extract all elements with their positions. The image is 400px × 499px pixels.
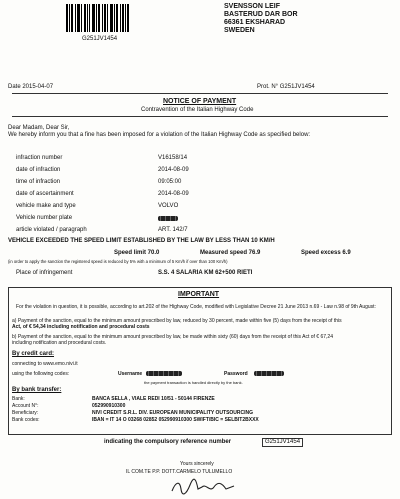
recipient-line-4: SWEDEN [224, 27, 255, 34]
beneficiary-value: NIVI CREDIT S.R.L. DIV. EUROPEAN MUNICIPALITY OUTSOURCING [92, 410, 254, 416]
redacted-username [146, 371, 182, 376]
field-label: date of ascertainment [16, 191, 74, 197]
account-label: Account N°: [12, 403, 39, 409]
barcode-code: G251JV1454 [82, 36, 118, 42]
measured-speed: Measured speed 76.9 [200, 250, 261, 256]
place-value: S.S. 4 SALARIA KM 62+500 RIETI [158, 270, 253, 276]
field-value: ART. 142/7 [158, 227, 188, 233]
redacted-plate [158, 216, 178, 221]
bank-codes-label: Bank codes: [12, 417, 40, 423]
field-label: infraction number [16, 155, 63, 161]
divider [12, 93, 388, 94]
recipient-line-3: 66361 EKSHARAD [224, 19, 286, 26]
username-label: Username [118, 371, 143, 377]
account-value: 052990910300 [92, 403, 126, 409]
field-value: V16158/14 [158, 155, 188, 161]
field-label: date of infraction [16, 167, 61, 173]
reference-label: indicating the compulsory reference number [104, 439, 232, 445]
notice-title: NOTICE OF PAYMENT [163, 98, 237, 105]
credit-connect: connecting to www.emo.nivi.it [12, 361, 78, 367]
notice-date: Date 2015-04-07 [8, 84, 54, 90]
password-label: Password [224, 371, 248, 377]
bank-transfer-title: By bank transfer: [12, 387, 62, 393]
bank-codes-value: IBAN = IT 14 O 03268 02852 052990910300 SWIFT/BIC = SELBIT2BXXX [92, 417, 259, 423]
credit-card-title: By credit card: [12, 351, 55, 357]
divider [12, 116, 388, 117]
option-b-line-2: including notification and procedural costs. [12, 340, 107, 346]
closing-yours: Yours sincerely [180, 461, 214, 467]
speed-excess: Speed excess 6.9 [301, 250, 351, 256]
field-value: VOLVO [158, 203, 179, 209]
credit-codes: using the following codes: [12, 371, 70, 377]
bank-value: BANCA SELLA , VIALE REDI 10/51 - 50144 FIRENZE [92, 396, 215, 402]
option-b-line-1: b) Payment of the sanction, equal to the minimum amount prescribed by law, be made within sixty (60) days from the receipt of this Act of € 67,24 [12, 334, 333, 340]
closing-signer: IL COM.TE P.P. DOTT.CARMELO TULUMELLO [126, 469, 233, 475]
field-value: 2014-08-09 [158, 191, 189, 197]
bank-label: Bank: [12, 396, 25, 402]
reference-number: G251JV1454 [262, 438, 303, 447]
important-title: IMPORTANT [178, 291, 220, 298]
field-value: 2014-08-09 [158, 167, 189, 173]
field-value: 09:05:00 [158, 179, 182, 185]
salutation: Dear Madam, Dear Sir, [8, 125, 70, 131]
barcode [66, 4, 134, 32]
option-a-line-2: Act, of € 54,34 including notification and procedural costs [12, 324, 150, 330]
speed-limit: Speed limit 70.0 [114, 250, 160, 256]
notice-subtitle: Contravention of the Italian Highway Code [141, 107, 254, 113]
field-label: Vehicle number plate [16, 215, 73, 221]
violation-headline: VEHICLE EXCEEDED THE SPEED LIMIT ESTABLISHED BY THE LAW BY LESS THAN 10 KM/H [8, 238, 275, 244]
transfer-note: the payment transaction is handled directly by the bank. [144, 380, 243, 385]
place-label: Place of infringement [16, 270, 73, 276]
field-label: time of infraction [16, 179, 61, 185]
signature [168, 477, 238, 497]
option-a-line-1: a) Payment of the sanction, equal to the minimum amount prescribed by law, reduced by 30 percent, made within five (5) days from the receipt of this [12, 318, 342, 324]
field-label: article violated / paragraph [16, 227, 87, 233]
protocol-number: Prot. N° G251JV1454 [257, 84, 315, 90]
beneficiary-label: Beneficiary: [12, 410, 39, 416]
speed-note: (in order to apply the sanction the registered speed is reduced by 5% with a minimum of 5 Km/h if over than 100 Km/h) [8, 259, 228, 264]
redacted-password [254, 371, 284, 376]
important-paragraph: For the violation in question, it is possible, according to art.202 of the Highway Code, modified with Legislative Decree 21 June 2013 n.69 - Law n.98 of 9th August: [16, 304, 376, 310]
recipient-line-1: SVENSSON LEIF [224, 3, 281, 10]
intro-text: We hereby inform you that a fine has been imposed for a violation of the Italian Highway Code as specified below: [8, 132, 311, 138]
recipient-line-2: BASTERUD DAR BOR [224, 11, 298, 18]
field-label: vehicle make and type [16, 203, 76, 209]
